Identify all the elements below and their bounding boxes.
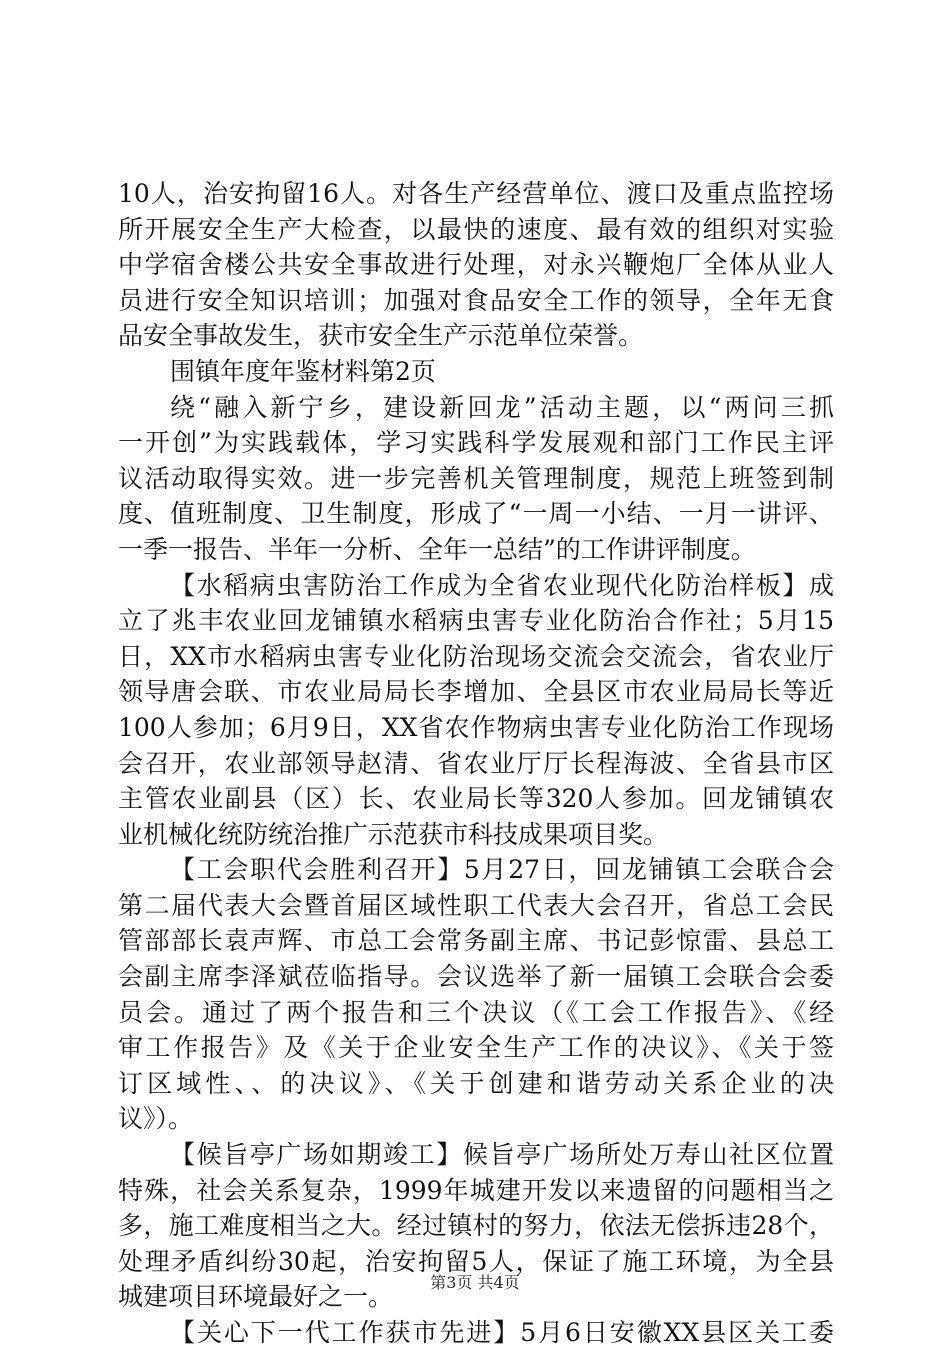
text-line: 主管农业副县（区）长、农业局长等320人参加。回龙铺镇农 [118,784,834,814]
text-line: 中学宿舍楼公共安全事故进行处理，对永兴鞭炮厂全体从业人 [118,250,834,280]
text-line: 度、值班制度、卫生制度，形成了“一周一小结、一月一讲评、 [118,499,834,529]
text-line: 所开展安全生产大检查，以最快的速度、最有效的组织对实验 [118,214,834,244]
text-line: 业机械化统防统治推广示范获市科技成果项目奖。 [118,819,669,849]
text-line: 订区域性、、的决议》、《关于创建和谐劳动关系企业的决 [118,1068,834,1098]
text-line: 管部部长袁声辉、市总工会常务副主席、书记彭惊雷、县总工 [118,926,834,956]
text-line: 品安全事故发生，获市安全生产示范单位荣誉。 [118,321,644,351]
text-line: 【水稻病虫害防治工作成为全省农业现代化防治样板】成 [170,570,834,600]
text-line: 围镇年度年鉴材料第2页 [170,356,436,386]
text-line: 员会。通过了两个报告和三个决议（《工会工作报告》、《经 [118,997,834,1027]
text-line: 一季一报告、半年一分析、全年一总结”的工作讲评制度。 [118,534,756,564]
text-line: 议》）。 [118,1104,194,1134]
text-line: 审工作报告》及《关于企业安全生产工作的决议》、《关于签 [118,1033,834,1063]
text-line: 会副主席李泽斌莅临指导。会议选举了新一届镇工会联合会委 [118,962,834,992]
document-body [118,176,834,1351]
text-line: 特殊，社会关系复杂，1999年城建开发以来遗留的问题相当之 [118,1175,834,1205]
text-line: 【关心下一代工作获市先进】5月6日安徽XX县区关工委 [170,1318,834,1347]
text-line: 城建项目环境最好之一。 [118,1282,394,1312]
text-line: 一开创”为实践载体，学习实践科学发展观和部门工作民主评 [118,428,834,458]
text-line: 10人，治安拘留16人。对各生产经营单位、渡口及重点监控场 [118,179,834,208]
text-line: 立了兆丰农业回龙铺镇水稻病虫害专业化防治合作社；5月15 [118,606,834,636]
text-line: 【工会职代会胜利召开】5月27日，回龙铺镇工会联合会 [170,855,834,885]
page-footer: 第3页 共4页 [430,1273,520,1292]
text-line: 领导唐会联、市农业局局长李增加、全县区市农业局局长等近 [118,677,834,707]
text-line: 日，XX市水稻病虫害专业化防治现场交流会交流会，省农业厅 [118,641,834,671]
text-line: 处理矛盾纠纷30起，治安拘留5人，保证了施工环境，为全县 [118,1246,834,1276]
text-line: 第二届代表大会暨首届区域性职工代表大会召开，省总工会民 [118,890,834,920]
text-line: 多，施工难度相当之大。经过镇村的努力，依法无偿拆违28个， [118,1211,834,1241]
text-line: 100人参加；6月9日，XX省农作物病虫害专业化防治工作现场 [118,712,834,742]
text-line: 议活动取得实效。进一步完善机关管理制度，规范上班签到制 [118,463,834,493]
text-line: 绕“融入新宁乡，建设新回龙”活动主题，以“两问三抓 [170,392,834,422]
text-line: 员进行安全知识培训；加强对食品安全工作的领导，全年无食 [118,285,834,315]
text-line: 会召开，农业部领导赵清、省农业厅厅长程海波、全省县市区 [118,748,834,778]
text-line: 【候旨亭广场如期竣工】候旨亭广场所处万寿山社区位置 [170,1140,834,1170]
